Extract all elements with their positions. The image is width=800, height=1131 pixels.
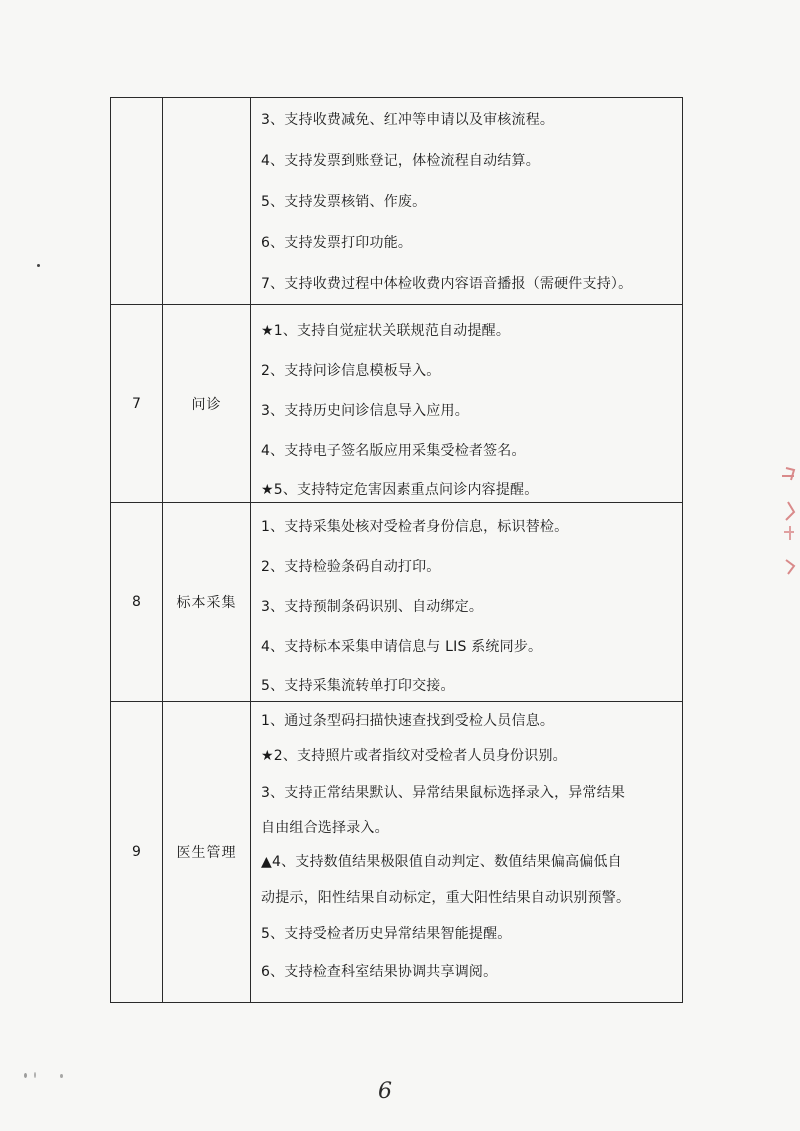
feature-list: [251, 305, 682, 502]
feature-item: 3、支持历史问诊信息导入应用。: [261, 403, 469, 419]
module-name: 医生管理: [163, 702, 251, 1002]
feature-item: ★5、支持特定危害因素重点问诊内容提醒。: [261, 482, 539, 498]
feature-item: 动提示，阳性结果自动标定，重大阳性结果自动识别预警。: [261, 890, 631, 906]
feature-item: 3、支持预制条码识别、自动绑定。: [261, 599, 484, 615]
feature-item: 4、支持电子签名版应用采集受检者签名。: [261, 443, 526, 459]
feature-item: 2、支持检验条码自动打印。: [261, 559, 441, 575]
feature-list: [251, 702, 682, 1002]
row-number: 9: [111, 702, 163, 1002]
table-row: [111, 702, 682, 1002]
scan-speck: [60, 1074, 63, 1078]
feature-item: 3、支持正常结果默认、异常结果鼠标选择录入，异常结果: [261, 785, 626, 801]
table-row: [111, 98, 682, 305]
table-row: [111, 305, 682, 503]
feature-item: 4、支持标本采集申请信息与 LIS 系统同步。: [261, 639, 543, 655]
red-stamp-fragment: [772, 462, 798, 592]
scan-speck: [34, 1072, 36, 1078]
feature-item: 1、支持采集处核对受检者身份信息，标识替检。: [261, 519, 569, 535]
feature-item: ★2、支持照片或者指纹对受检者人员身份识别。: [261, 748, 567, 764]
feature-item: 2、支持问诊信息模板导入。: [261, 363, 441, 379]
table-row: [111, 503, 682, 702]
module-name: 标本采集: [163, 503, 251, 701]
feature-item: 5、支持采集流转单打印交接。: [261, 678, 455, 694]
module-name: 问诊: [163, 305, 251, 502]
feature-item: 6、支持发票打印功能。: [261, 235, 413, 251]
feature-item: 1、通过条型码扫描快速查找到受检人员信息。: [261, 713, 555, 729]
page-number: 6: [378, 1079, 392, 1104]
scan-speck: [24, 1073, 27, 1078]
feature-item: 自由组合选择录入。: [261, 820, 389, 836]
spec-table: [110, 97, 683, 1003]
feature-item: ▲4、支持数值结果极限值自动判定、数值结果偏高偏低自: [261, 854, 622, 870]
row-number: [111, 98, 163, 304]
feature-item: ★1、支持自觉症状关联规范自动提醒。: [261, 323, 511, 339]
scan-speck: [37, 264, 40, 267]
feature-item: 5、支持受检者历史异常结果智能提醒。: [261, 926, 512, 942]
feature-list: [251, 98, 682, 304]
feature-item: 3、支持收费减免、红冲等申请以及审核流程。: [261, 112, 555, 128]
module-name: [163, 98, 251, 304]
feature-item: 5、支持发票核销、作废。: [261, 194, 427, 210]
feature-item: 6、支持检查科室结果协调共享调阅。: [261, 964, 498, 980]
feature-item: 7、支持收费过程中体检收费内容语音播报（需硬件支持）。: [261, 276, 633, 292]
row-number: 8: [111, 503, 163, 701]
feature-list: [251, 503, 682, 701]
row-number: 7: [111, 305, 163, 502]
feature-item: 4、支持发票到账登记，体检流程自动结算。: [261, 153, 540, 169]
